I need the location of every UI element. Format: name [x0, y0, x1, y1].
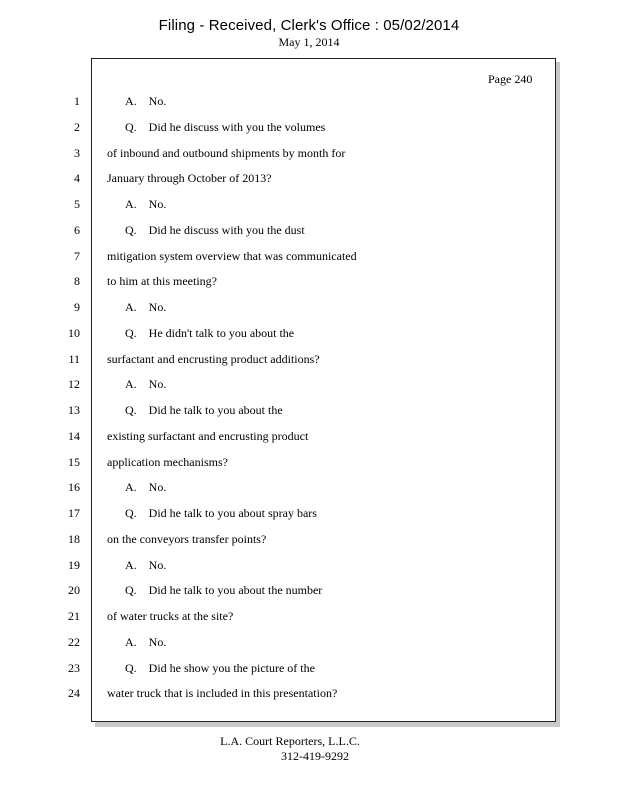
line-number: 23: [68, 660, 80, 675]
line-text: A. No.: [125, 557, 167, 572]
line-text: Q. Did he talk to you about spray bars: [125, 506, 317, 520]
transcript-line: [0, 480, 560, 496]
line-number: 11: [68, 351, 80, 366]
transcript-line: [0, 197, 560, 213]
line-text: of inbound and outbound shipments by month for: [107, 145, 346, 160]
line-text: A. No.: [125, 300, 167, 314]
line-text: January through October of 2013?: [107, 171, 272, 186]
line-number: 24: [68, 686, 80, 701]
transcript-line: [0, 429, 560, 445]
line-number: 19: [68, 557, 80, 572]
transcript-line: [0, 300, 560, 316]
transcript-line: [0, 403, 560, 419]
line-number: 17: [68, 506, 80, 520]
line-number: 18: [68, 531, 80, 546]
filing-stamp: Filing - Received, Clerk's Office : 05/02/2014: [158, 17, 460, 34]
line-number: 9: [74, 300, 80, 314]
line-number: 14: [68, 428, 80, 443]
transcript-line: [0, 249, 560, 265]
line-number: 20: [68, 583, 80, 598]
reporter-company: L.A. Court Reporters, L.L.C.: [220, 734, 360, 748]
line-number: 4: [74, 171, 80, 186]
transcript-line: [0, 377, 560, 393]
line-text: Q. Did he talk to you about the number: [125, 583, 323, 598]
line-text: to him at this meeting?: [107, 274, 217, 289]
line-text: Q. Did he discuss with you the dust: [125, 222, 305, 237]
transcript-line: [0, 635, 560, 651]
line-text: Q. Did he discuss with you the volumes: [125, 119, 326, 134]
line-text: on the conveyors transfer points?: [107, 531, 267, 546]
line-number: 3: [74, 145, 80, 160]
line-text: Q. Did he talk to you about the: [125, 403, 283, 417]
line-number: 21: [68, 609, 80, 623]
line-text: A. No.: [125, 94, 167, 108]
transcript-date: May 1, 2014: [278, 35, 340, 49]
transcript-line: [0, 352, 560, 368]
line-text: A. No.: [125, 197, 167, 211]
line-text: mitigation system overview that was communicated: [107, 248, 357, 263]
line-text: Q. He didn't talk to you about the: [125, 325, 295, 340]
transcript-line: [0, 583, 560, 599]
transcript-line: [0, 661, 560, 677]
line-text: A. No.: [125, 480, 167, 495]
transcript-line: [0, 558, 560, 574]
reporter-phone: 312-419-9292: [281, 749, 349, 763]
line-text: water truck that is included in this presentation?: [107, 686, 338, 701]
line-number: 2: [74, 119, 80, 134]
line-number: 22: [68, 634, 80, 649]
transcript-line: [0, 171, 560, 187]
transcript-line: [0, 223, 560, 239]
page-number: Page 240: [488, 72, 533, 86]
transcript-line: [0, 274, 560, 290]
line-number: 16: [68, 480, 80, 495]
transcript-line: [0, 532, 560, 548]
line-number: 15: [68, 454, 80, 469]
line-text: existing surfactant and encrusting product: [107, 428, 309, 443]
line-text: surfactant and encrusting product additions?: [107, 351, 320, 366]
line-number: 13: [68, 403, 80, 417]
transcript-line: [0, 609, 560, 625]
transcript-line: [0, 455, 560, 471]
line-text: Q. Did he show you the picture of the: [125, 660, 315, 675]
line-text: A. No.: [125, 377, 167, 392]
line-text: of water trucks at the site?: [107, 609, 234, 623]
line-number: 10: [68, 325, 80, 340]
line-number: 6: [74, 222, 80, 237]
line-number: 5: [74, 197, 80, 211]
transcript-line: [0, 686, 560, 702]
line-number: 7: [74, 248, 80, 263]
line-number: 12: [68, 377, 80, 392]
line-text: application mechanisms?: [107, 454, 228, 469]
line-text: A. No.: [125, 634, 167, 649]
transcript-line: [0, 94, 560, 110]
transcript-line: [0, 326, 560, 342]
transcript-line: [0, 120, 560, 136]
transcript-line: [0, 146, 560, 162]
transcript-line: [0, 506, 560, 522]
line-number: 8: [74, 274, 80, 289]
line-number: 1: [74, 94, 80, 108]
